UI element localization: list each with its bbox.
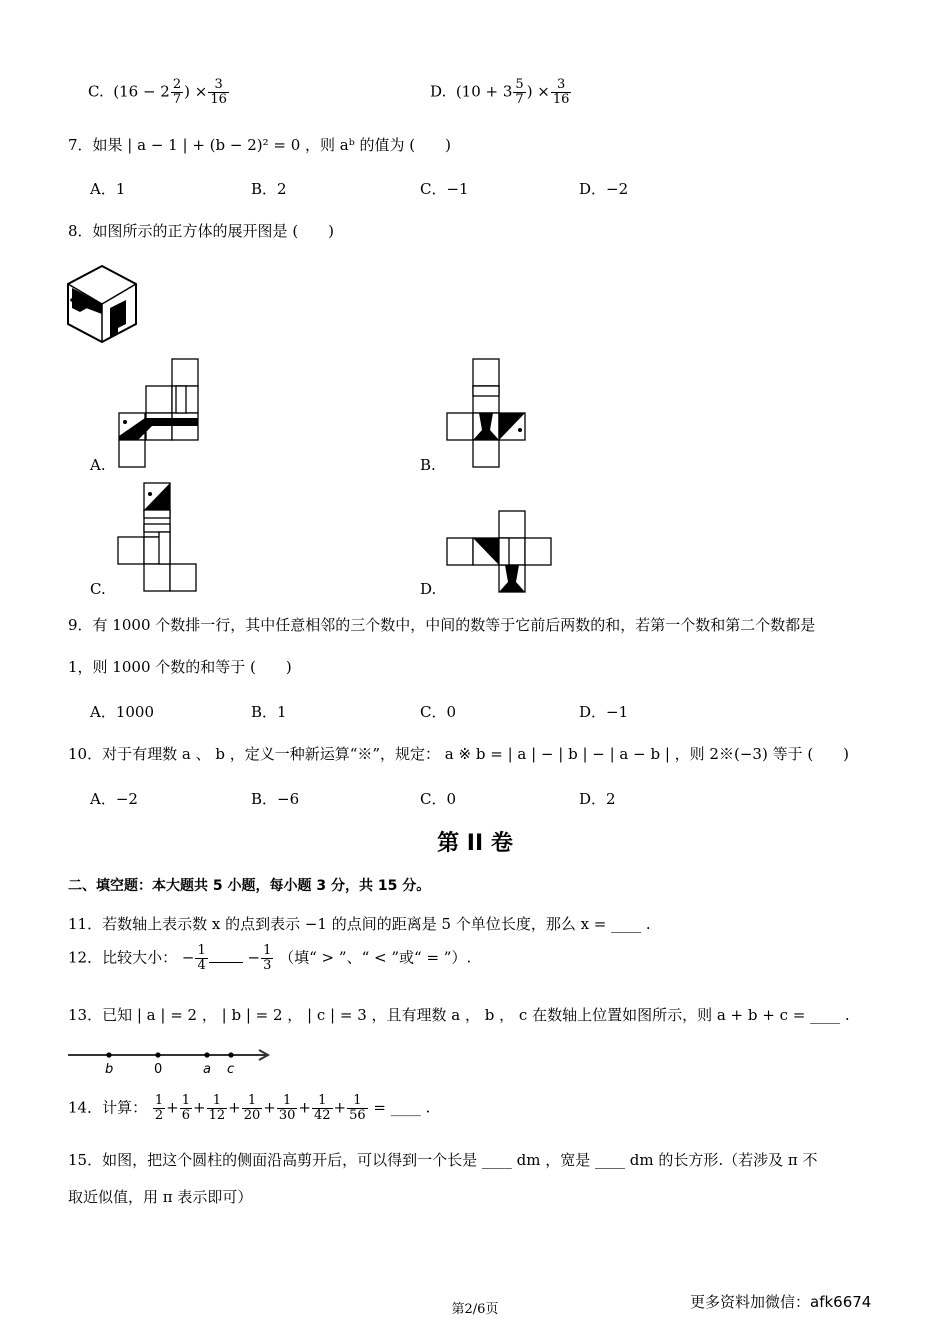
option-label: C. (88, 82, 104, 101)
q6-option-d (430, 78, 572, 107)
q10-option-b: B．−6 (251, 790, 300, 808)
q7-option-c: C．−1 (420, 180, 469, 198)
fraction: $\frac{5}{7}$ (515, 77, 524, 107)
q13-text: 13．已知 | a | = 2 ， | b | = 2 ， | c | = 3 ，且有理数 a ， b ， c 在数轴上位置如图所示，则 a + b + c = ____ . (68, 1006, 850, 1024)
q8-label-c: C. (90, 580, 106, 598)
fraction: $\frac{1}{3}$ (263, 943, 272, 973)
net-option-d (446, 510, 554, 594)
q7-option-d: D．−2 (579, 180, 629, 198)
fraction: $\frac{1}{6}$ (181, 1093, 191, 1123)
q9-option-a: A．1000 (90, 703, 155, 721)
expr-part: (10 + 3 (455, 82, 513, 101)
fraction: $\frac{3}{16}$ (210, 77, 227, 107)
q8-label-d: D. (420, 580, 437, 598)
q12-line: 12．比较大小： − $\frac{1}{4}$ − $\frac{1}{3}$ （填“ > ”、“ < ”或“ = ”）. (68, 943, 472, 973)
cube-figure (66, 264, 138, 344)
q7-stem: 7．如果 | a − 1 | + (b − 2)² = 0 ，则 aᵇ 的值为 ( ) (68, 136, 451, 154)
q9-option-d: D．−1 (579, 703, 629, 721)
q8-label-b: B. (420, 456, 436, 474)
expr-part: ) × (184, 82, 208, 101)
fraction: $\frac{2}{7}$ (172, 77, 182, 107)
net-option-a (118, 358, 200, 468)
fraction: $\frac{1}{30}$ (278, 1093, 296, 1123)
q15-line1: 15．如图，把这个圆柱的侧面沿高剪开后，可以得到一个长是 ____ dm ，宽是 ____ dm 的长方形.（若涉及 π 不 (68, 1151, 818, 1169)
fraction: $\frac{1}{12}$ (208, 1093, 226, 1123)
q10-option-c: C．0 (420, 790, 457, 808)
answer-blank (209, 950, 243, 963)
q10-option-a: A．−2 (90, 790, 138, 808)
axis-label-b: b (105, 1062, 114, 1076)
expr-part: ) × (526, 82, 550, 101)
q7-option-b: B．2 (251, 180, 287, 198)
q15-line2: 取近似值，用 π 表示即可） (68, 1188, 253, 1206)
fraction: $\frac{3}{16}$ (552, 77, 570, 107)
net-option-b (446, 358, 528, 468)
axis-label-a: a (203, 1062, 211, 1076)
fraction: $\frac{1}{20}$ (243, 1093, 261, 1123)
q8-stem: 8．如图所示的正方体的展开图是 ( ) (68, 222, 335, 240)
promo-text: 更多资料加微信：afk6674 (690, 1293, 872, 1311)
q9-stem-line2: 1，则 1000 个数的和等于 ( ) (68, 658, 292, 676)
net-option-c (117, 482, 199, 592)
q9-option-c: C．0 (420, 703, 457, 721)
fraction: $\frac{1}{42}$ (313, 1093, 331, 1123)
q6-option-c (88, 78, 230, 107)
q8-label-a: A. (90, 456, 106, 474)
section-title: 第 II 卷 (437, 831, 513, 856)
section-heading: 二、填空题：本大题共 5 小题，每小题 3 分，共 15 分。 (68, 878, 431, 894)
axis-label-0: 0 (154, 1062, 163, 1076)
page-number: 第2/6页 (451, 1302, 499, 1317)
q7-option-a: A．1 (90, 180, 126, 198)
axis-label-c: c (227, 1062, 235, 1076)
fraction: $\frac{1}{56}$ (349, 1093, 366, 1123)
q11-text: 11．若数轴上表示数 x 的点到表示 −1 的点间的距离是 5 个单位长度，那么 x = ____ . (68, 915, 651, 933)
q14-post: = ____ . (373, 1098, 431, 1117)
q10-stem: 10．对于有理数 a 、 b ，定义一种新运算“※”，规定： a ※ b = | a | − | b | − | a − b | ，则 2※(−3) 等于 ( ) (68, 745, 850, 763)
q14-line: 14．计算： $\frac{1}{2}$ + $\frac{1}{6}$ + $\frac{1}{12}$ + $\frac{1}{20}$ + $\frac{1}{30}$ + $\frac{1}{42}$ + $\frac{1}{56}$ = ____ . (68, 1093, 431, 1123)
number-line (66, 1046, 276, 1076)
q12-post: （填“ > ”、“ < ”或“ = ”）. (279, 948, 472, 967)
q9-option-b: B．1 (251, 703, 287, 721)
q12-pre: 12．比较大小： (68, 948, 178, 967)
option-label: D. (430, 82, 447, 101)
q10-option-d: D．2 (579, 790, 616, 808)
fraction: $\frac{1}{4}$ (197, 943, 206, 973)
q9-stem-line1: 9．有 1000 个数排一行，其中任意相邻的三个数中，中间的数等于它前后两数的和，若第一个数和第二个数都是 (68, 616, 816, 634)
expr-part: (16 − 2 (113, 82, 170, 101)
fraction: $\frac{1}{2}$ (154, 1093, 164, 1123)
q14-pre: 14．计算： (68, 1098, 148, 1117)
